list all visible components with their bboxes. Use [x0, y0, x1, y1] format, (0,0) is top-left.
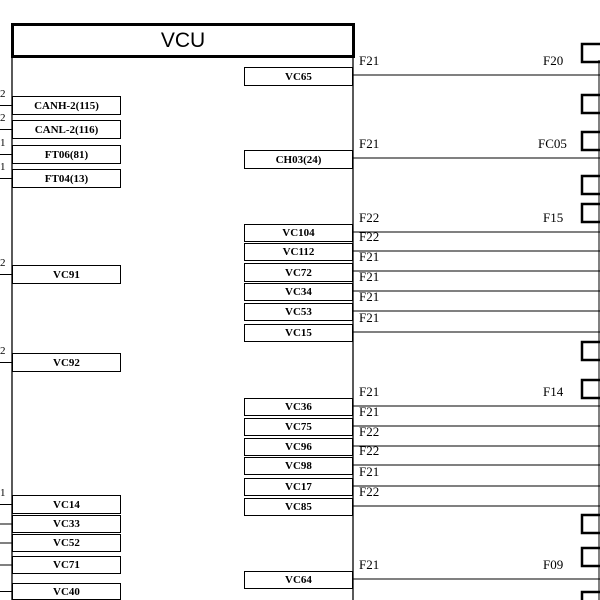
right-wire-code: F21 — [359, 557, 380, 572]
vcu-module-title: VCU — [11, 23, 355, 58]
left-wire-label: 1 — [0, 161, 6, 173]
left-pin-box: VC33 — [12, 515, 121, 533]
right-wire-code: F22 — [359, 484, 380, 499]
right-wire-code: F22 — [359, 443, 380, 458]
right-wire-code: F21 — [359, 53, 380, 68]
left-pin-box: FT06(81) — [12, 145, 121, 164]
right-pin-box: CH03(24) — [244, 150, 353, 169]
right-wire-code: F22 — [359, 210, 380, 225]
connector-label: F14 — [543, 384, 564, 399]
left-wire-label: 1 — [0, 487, 6, 499]
connector-label: F20 — [543, 53, 564, 68]
connector-label: F15 — [543, 210, 564, 225]
connector-block — [582, 44, 600, 62]
right-wire-code: F21 — [359, 464, 380, 479]
left-wire-label: 2 — [0, 345, 6, 357]
right-pin-box: VC96 — [244, 438, 353, 456]
connector-block — [582, 548, 600, 566]
right-pin-box: VC15 — [244, 324, 353, 342]
right-pin-box: VC72 — [244, 263, 353, 282]
right-pin-box: VC98 — [244, 457, 353, 475]
left-wire-label: 1 — [0, 137, 6, 149]
left-pin-box: CANL-2(116) — [12, 120, 121, 139]
right-pin-box: VC36 — [244, 398, 353, 416]
right-wire-code: F21 — [359, 289, 380, 304]
connector-block — [582, 592, 600, 600]
right-wire-code: F21 — [359, 249, 380, 264]
connector-block — [582, 132, 600, 150]
connector-label: F09 — [543, 557, 564, 572]
right-wire-code: F21 — [359, 136, 380, 151]
right-wire-code: F21 — [359, 404, 380, 419]
right-pin-box: VC64 — [244, 571, 353, 589]
right-wire-code: F21 — [359, 310, 380, 325]
right-wire-code: F22 — [359, 424, 380, 439]
connector-block — [582, 342, 600, 360]
right-wire-code: F22 — [359, 229, 380, 244]
right-pin-box: VC104 — [244, 224, 353, 242]
left-pin-box: VC40 — [12, 583, 121, 600]
right-pin-box: VC112 — [244, 243, 353, 261]
left-pin-box: VC92 — [12, 353, 121, 372]
right-pin-box: VC53 — [244, 303, 353, 321]
right-pin-box: VC85 — [244, 498, 353, 516]
connector-label: FC05 — [538, 136, 567, 151]
connector-block — [582, 515, 600, 533]
left-pin-box: VC52 — [12, 534, 121, 552]
left-pin-box: VC14 — [12, 495, 121, 514]
right-pin-box: VC17 — [244, 478, 353, 496]
connector-block — [582, 95, 600, 113]
left-pin-box: VC71 — [12, 556, 121, 574]
left-pin-box: FT04(13) — [12, 169, 121, 188]
left-wire-label: 2 — [0, 88, 6, 100]
right-pin-box: VC65 — [244, 67, 353, 86]
left-wire-label: 2 — [0, 257, 6, 269]
right-pin-box: VC34 — [244, 283, 353, 301]
left-pin-box: CANH-2(115) — [12, 96, 121, 115]
right-pin-box: VC75 — [244, 418, 353, 436]
right-wire-code: F21 — [359, 269, 380, 284]
right-wire-code: F21 — [359, 384, 380, 399]
connector-block — [582, 176, 600, 194]
connector-block — [582, 204, 600, 222]
connector-block — [582, 380, 600, 398]
left-pin-box: VC91 — [12, 265, 121, 284]
left-wire-label: 2 — [0, 112, 6, 124]
